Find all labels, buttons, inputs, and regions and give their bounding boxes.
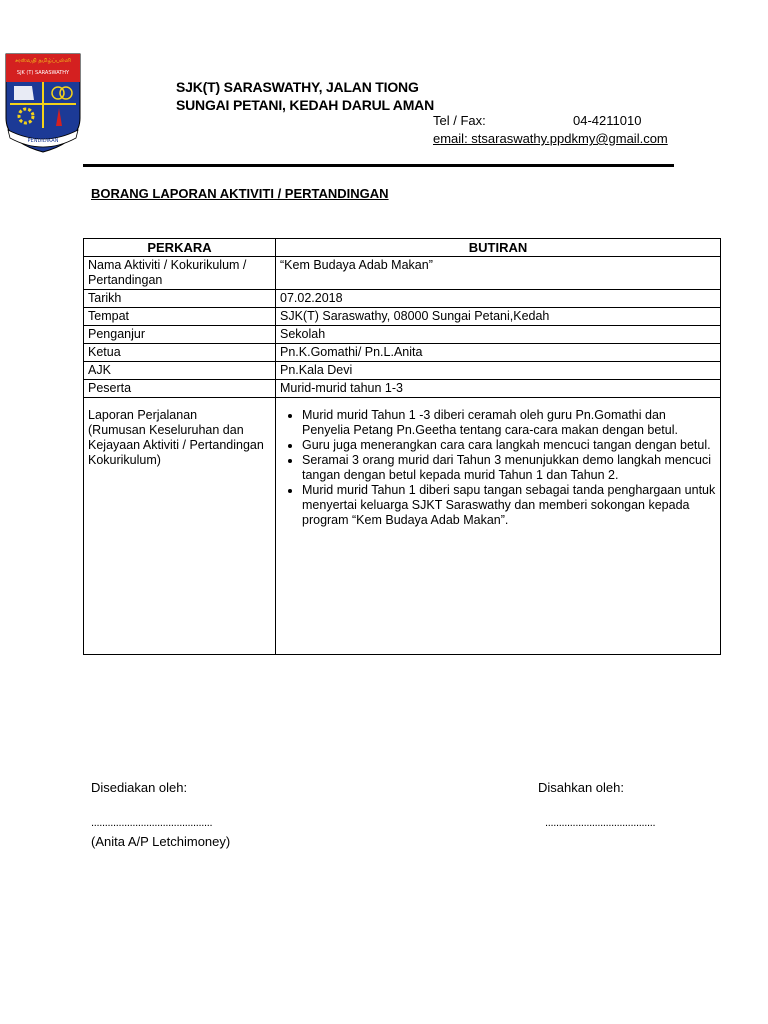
list-item: • Guru juga menerangkan cara cara langkah mencuci tangan dengan betul.	[302, 438, 716, 453]
contact-info	[433, 112, 668, 148]
row-label: AJK	[84, 362, 276, 380]
header-perkara: PERKARA	[84, 239, 276, 257]
row-value: 07.02.2018	[276, 290, 721, 308]
table-row	[84, 290, 721, 308]
list-item: • Seramai 3 orang murid dari Tahun 3 menunjukkan demo langkah mencuci tangan dengan betul kepada murid Tahun 1 dan Tahun 2.	[302, 453, 716, 483]
prepared-by-label: Disediakan oleh:	[91, 780, 188, 795]
crest-banner-text: PENDIDIKAN	[27, 138, 59, 144]
row-value: SJK(T) Saraswathy, 08000 Sungai Petani,Kedah	[276, 308, 721, 326]
row-value: Pn.K.Gomathi/ Pn.L.Anita	[276, 344, 721, 362]
report-label	[84, 398, 276, 655]
report-table	[83, 238, 721, 655]
report-label-line2: (Rumusan Keseluruhan dan Kejayaan Aktiviti / Pertandingan Kokurikulum)	[88, 423, 264, 467]
header-divider	[83, 164, 674, 167]
table-row	[84, 344, 721, 362]
approved-signature-line: ........................................	[545, 817, 656, 829]
row-label: Penganjur	[84, 326, 276, 344]
table-header-row	[84, 239, 721, 257]
row-label: Ketua	[84, 344, 276, 362]
crest-top-text: சரஸ்வதி தமிழ்ப்பள்ளி	[15, 58, 71, 64]
tel-fax-label: Tel / Fax:	[433, 113, 486, 128]
row-label: Tarikh	[84, 290, 276, 308]
prepared-signature-line: ............................................	[91, 817, 213, 829]
table-row	[84, 362, 721, 380]
tel-fax-value: 04-4211010	[573, 113, 642, 128]
school-name	[176, 78, 434, 114]
table-row	[84, 308, 721, 326]
row-label: Tempat	[84, 308, 276, 326]
crest-school-text: SJK (T) SARASWATHY	[16, 70, 70, 76]
table-row	[84, 380, 721, 398]
email-link[interactable]: email: stsaraswathy.ppdkmy@gmail.com	[433, 131, 668, 146]
list-item: • Murid murid Tahun 1 -3 diberi ceramah oleh guru Pn.Gomathi dan Penyelia Petang Pn.Geetha tentang cara-cara makan dengan betul.	[302, 408, 716, 438]
list-item: • Murid murid Tahun 1 diberi sapu tangan sebagai tanda penghargaan untuk menyertai keluarga SJKT Saraswathy dan memberi sokongan kepada program “Kem Budaya Adab Makan”.	[302, 483, 716, 528]
table-row	[84, 257, 721, 290]
form-title: BORANG LAPORAN AKTIVITI / PERTANDINGAN	[91, 186, 389, 201]
row-value: Murid-murid tahun 1-3	[276, 380, 721, 398]
school-name-line2: SUNGAI PETANI, KEDAH DARUL AMAN	[176, 97, 434, 113]
report-row	[84, 398, 721, 655]
report-bullet-list	[280, 408, 716, 528]
school-crest-logo	[4, 52, 82, 154]
approved-by-label: Disahkan oleh:	[538, 780, 624, 795]
table-row	[84, 326, 721, 344]
row-value: “Kem Budaya Adab Makan”	[276, 257, 721, 290]
school-name-line1: SJK(T) SARASWATHY, JALAN TIONG	[176, 79, 419, 95]
header-butiran: BUTIRAN	[276, 239, 721, 257]
report-details	[276, 398, 721, 655]
report-label-line1: Laporan Perjalanan	[88, 408, 198, 422]
row-value: Sekolah	[276, 326, 721, 344]
row-label: Nama Aktiviti / Kokurikulum / Pertandingan	[84, 257, 276, 290]
prepared-by-name: (Anita A/P Letchimoney)	[91, 834, 231, 849]
row-label: Peserta	[84, 380, 276, 398]
tel-fax-line	[433, 112, 668, 130]
row-value: Pn.Kala Devi	[276, 362, 721, 380]
